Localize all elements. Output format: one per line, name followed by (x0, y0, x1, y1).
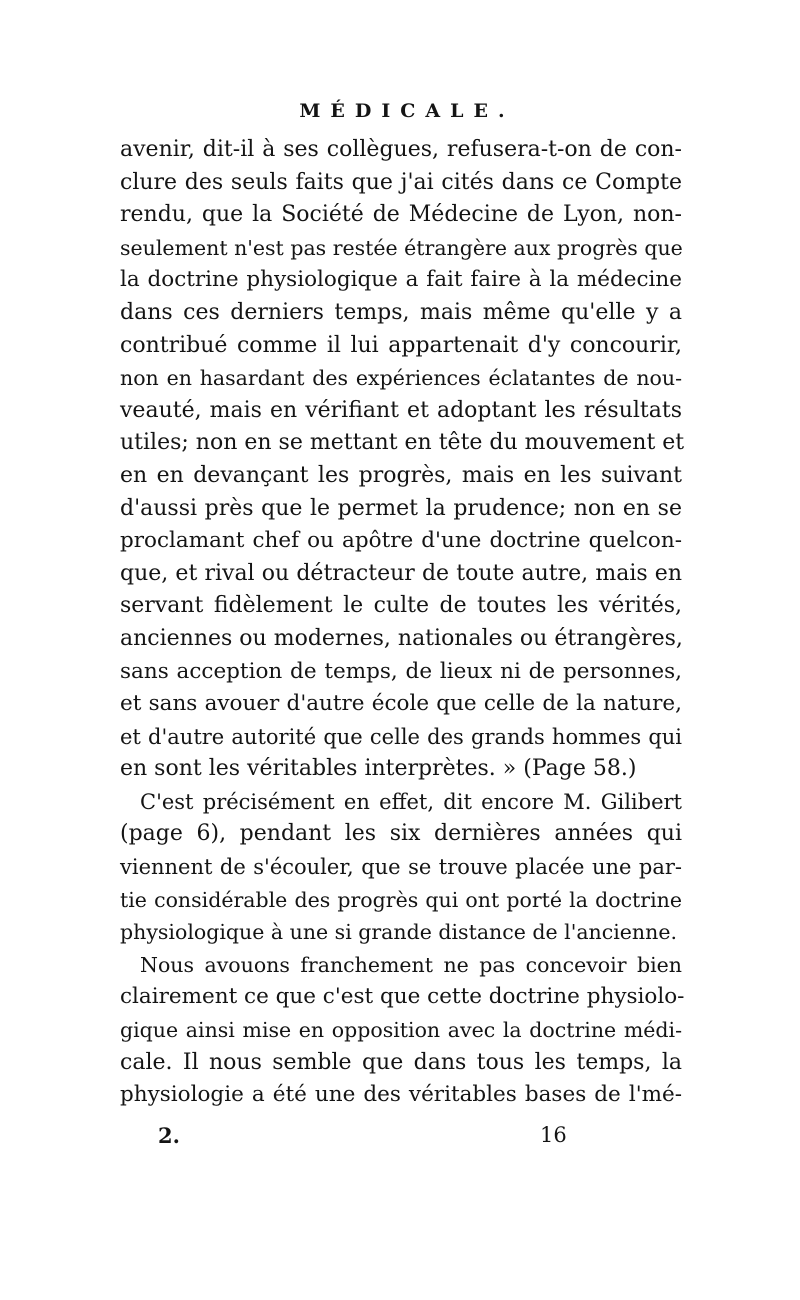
text-line: dans ces derniers temps, mais même qu'elle y a (120, 299, 682, 325)
text-line: utiles; non en se mettant en tête du mouvement et (120, 430, 685, 456)
signature-mark: 2. (158, 1123, 180, 1148)
text-line: sans acception de temps, de lieux ni de personnes, (120, 658, 682, 684)
text-line: et sans avouer d'autre école que celle de la nature, (120, 691, 682, 717)
text-line: tie considérable des progrès qui ont porté la doctrine (120, 887, 682, 912)
text-line-paragraph-start: Nous avouons franchement ne pas concevoir bien (140, 952, 682, 977)
text-line: avenir, dit-il à ses collègues, refusera-t-on de con- (120, 137, 682, 162)
text-line: physiologie a été une des véritables bases de l'mé- (120, 1082, 682, 1108)
text-line-paragraph-start: C'est précisément en effet, dit encore M. Gilibert (140, 789, 682, 814)
body-text (120, 134, 685, 1112)
text-line: d'aussi près que le permet la prudence; non en se (120, 495, 682, 521)
text-line: clure des seuls faits que j'ai cités dans ce Compte (120, 169, 682, 195)
text-line: anciennes ou modernes, nationales ou étrangères, (120, 625, 683, 651)
text-line: veauté, mais en vérifiant et adoptant les résultats (120, 397, 682, 423)
text-line: la doctrine physiologique a fait faire à la médecine (120, 267, 682, 293)
text-line: en en devançant les progrès, mais en les suivant (120, 462, 682, 488)
text-line: proclamant chef ou apôtre d'une doctrine quelcon- (120, 528, 682, 554)
text-line: gique ainsi mise en opposition avec la doctrine médi- (120, 1018, 682, 1043)
text-line: seulement n'est pas restée étrangère aux progrès que (120, 235, 683, 260)
page-footer (120, 1123, 682, 1157)
text-line: contribué comme il lui appartenait d'y concourir, (120, 332, 682, 358)
text-line: (page 6), pendant les six dernières années qui (120, 821, 682, 847)
text-line: et d'autre autorité que celle des grands hommes qui (120, 724, 682, 749)
text-line: servant fidèlement le culte de toutes les vérités, (120, 593, 682, 619)
text-line: rendu, que la Société de Médecine de Lyon, non- (120, 202, 682, 228)
text-line: que, et rival ou détracteur de toute autre, mais en (120, 560, 682, 586)
text-line: non en hasardant des expériences éclatantes de nou- (120, 366, 682, 391)
text-line: clairement ce que c'est que cette doctrine physiolo- (120, 984, 685, 1010)
text-line-paragraph-end: en sont les véritables interprètes. » (Page 58.) (120, 756, 637, 782)
text-line: viennent de s'écouler, que se trouve placée une par- (120, 855, 682, 880)
page-number: 16 (540, 1123, 567, 1147)
text-line-paragraph-end: physiologique à une si grande distance de l'ancienne. (120, 920, 677, 945)
running-head: MÉDICALE. (299, 100, 515, 122)
text-line: cale. Il nous semble que dans tous les temps, la (120, 1049, 682, 1075)
